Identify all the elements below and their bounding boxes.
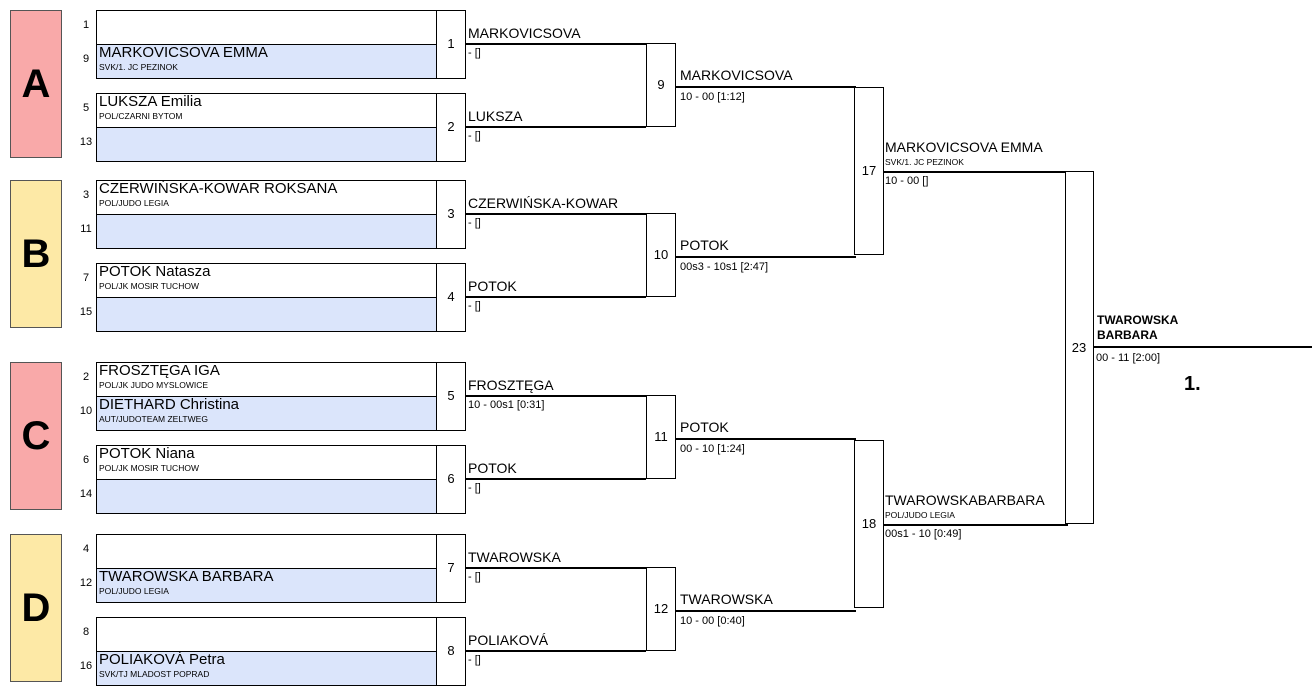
- entry-cell[interactable]: [96, 362, 437, 397]
- champion-name: BARBARA: [1097, 328, 1158, 342]
- bracket-line: [466, 567, 646, 569]
- match-winner: TWAROWSKABARBARA: [885, 492, 1045, 508]
- match-score: 00s3 - 10s1 [2:47]: [680, 261, 769, 273]
- seed-number: 14: [79, 488, 93, 500]
- entry-cell[interactable]: [96, 180, 437, 215]
- match-number: 5: [447, 388, 455, 403]
- athlete-name: POTOK Natasza: [99, 263, 211, 280]
- match-number: 1: [447, 36, 455, 51]
- bracket-line: [676, 610, 856, 612]
- entry-cell[interactable]: [96, 214, 437, 249]
- match-number: 12: [653, 601, 669, 616]
- bracket-line: [676, 86, 856, 88]
- winner-club: POL/JUDO LEGIA: [885, 510, 955, 520]
- match-winner: MARKOVICSOVA: [468, 25, 581, 41]
- bracket-line: [884, 524, 1068, 526]
- seed-number: 6: [82, 454, 90, 466]
- match-winner: POTOK: [468, 460, 517, 476]
- match-winner: MARKOVICSOVA EMMA: [885, 139, 1043, 155]
- seed-number: 7: [82, 272, 90, 284]
- match-score: - []: [468, 130, 481, 142]
- match-score: 10 - 00 [1:12]: [680, 91, 745, 103]
- entry-cell[interactable]: [96, 297, 437, 332]
- match-winner: MARKOVICSOVA: [680, 67, 793, 83]
- placement-label: 1.: [1184, 373, 1201, 395]
- match-number: 11: [654, 429, 668, 444]
- seed-number: 12: [79, 577, 93, 589]
- match-winner: CZERWIŃSKA-KOWAR: [468, 195, 619, 211]
- athlete-club: POL/JK MOSIR TUCHOW: [99, 281, 199, 291]
- athlete-club: POL/JK JUDO MYSLOWICE: [99, 380, 209, 390]
- athlete-club: AUT/JUDOTEAM ZELTWEG: [99, 414, 208, 424]
- match-winner: POLIAKOVÁ: [468, 632, 549, 648]
- bracket-line: [466, 43, 646, 45]
- match-score: - []: [468, 47, 481, 59]
- seed-number: 10: [79, 405, 93, 417]
- entry-cell[interactable]: [96, 534, 437, 569]
- bracket-line: [466, 395, 646, 397]
- match-number: 18: [861, 516, 877, 531]
- seed-number: 11: [80, 223, 92, 235]
- match-score: 10 - 00 [0:40]: [680, 615, 745, 627]
- entry-cell[interactable]: [96, 568, 437, 603]
- athlete-name: MARKOVICSOVA EMMA: [99, 44, 268, 61]
- match-score: 10 - 00s1 [0:31]: [468, 399, 545, 411]
- match-number: 17: [861, 163, 877, 178]
- seed-number: 16: [79, 660, 93, 672]
- athlete-club: POL/CZARNI BYTOM: [99, 111, 183, 121]
- entry-cell[interactable]: [96, 263, 437, 298]
- match-score: 00s1 - 10 [0:49]: [885, 528, 962, 540]
- seed-number: 5: [82, 102, 90, 114]
- athlete-club: POL/JUDO LEGIA: [99, 198, 169, 208]
- entry-cell[interactable]: [96, 10, 437, 45]
- seed-number: 3: [82, 189, 90, 201]
- match-score: - []: [468, 217, 481, 229]
- pool-a: A: [10, 10, 62, 158]
- athlete-name: FROSZTĘGA IGA: [99, 362, 220, 379]
- pool-c: C: [10, 362, 62, 510]
- bracket-line: [676, 438, 856, 440]
- final-score: 00 - 11 [2:00]: [1096, 352, 1161, 364]
- winner-club: SVK/1. JC PEZINOK: [885, 157, 964, 167]
- seed-number: 1: [82, 19, 90, 31]
- athlete-name: TWAROWSKA BARBARA: [99, 568, 274, 585]
- match-number: 10: [653, 247, 669, 262]
- seed-number: 4: [82, 543, 90, 555]
- match-number: 6: [447, 471, 455, 486]
- athlete-name: LUKSZA Emilia: [99, 93, 202, 110]
- entry-cell[interactable]: [96, 445, 437, 480]
- match-number: 2: [447, 119, 455, 134]
- match-number: 8: [447, 643, 455, 658]
- entry-cell[interactable]: [96, 93, 437, 128]
- match-winner: TWAROWSKA: [468, 549, 561, 565]
- entry-cell[interactable]: [96, 617, 437, 652]
- match-score: - []: [468, 482, 481, 494]
- seed-number: 13: [79, 136, 93, 148]
- seed-number: 8: [82, 626, 90, 638]
- athlete-name: DIETHARD Christina: [99, 396, 240, 413]
- entry-cell[interactable]: [96, 479, 437, 514]
- athlete-name: POTOK Niana: [99, 445, 195, 462]
- pool-d: D: [10, 534, 62, 682]
- champion-name: TWAROWSKA: [1097, 313, 1179, 327]
- entry-cell[interactable]: [96, 44, 437, 79]
- bracket-line: [1094, 346, 1312, 348]
- match-number: 9: [657, 77, 665, 92]
- athlete-club: POL/JK MOSIR TUCHOW: [99, 463, 199, 473]
- entry-cell[interactable]: [96, 396, 437, 431]
- match-winner: LUKSZA: [468, 108, 523, 124]
- match-winner: TWAROWSKA: [680, 591, 773, 607]
- match-winner: FROSZTĘGA: [468, 377, 554, 393]
- match-number: 23: [1071, 340, 1087, 355]
- match-score: - []: [468, 571, 481, 583]
- athlete-name: POLIAKOVÁ Petra: [99, 651, 225, 668]
- athlete-name: CZERWIŃSKA-KOWAR ROKSANA: [99, 180, 338, 197]
- athlete-club: POL/JUDO LEGIA: [99, 586, 169, 596]
- entry-cell[interactable]: [96, 127, 437, 162]
- match-number: 3: [447, 206, 455, 221]
- match-winner: POTOK: [680, 419, 729, 435]
- match-score: 00 - 10 [1:24]: [680, 443, 745, 455]
- match-number: 4: [447, 289, 455, 304]
- seed-number: 15: [79, 306, 93, 318]
- match-winner: POTOK: [468, 278, 517, 294]
- match-number: 7: [447, 560, 455, 575]
- athlete-club: SVK/TJ MLADOST POPRAD: [99, 669, 210, 679]
- athlete-club: SVK/1. JC PEZINOK: [99, 62, 178, 72]
- seed-number: 2: [82, 371, 90, 383]
- bracket-line: [466, 478, 646, 480]
- match-winner: POTOK: [680, 237, 729, 253]
- bracket-line: [884, 171, 1068, 173]
- bracket-line: [466, 126, 646, 128]
- match-score: - []: [468, 300, 481, 312]
- pool-b: B: [10, 180, 62, 328]
- seed-number: 9: [82, 53, 90, 65]
- bracket-line: [676, 256, 856, 258]
- match-score: 10 - 00 []: [885, 175, 929, 187]
- entry-cell[interactable]: [96, 651, 437, 686]
- bracket-line: [466, 213, 646, 215]
- match-score: - []: [468, 654, 481, 666]
- bracket-line: [466, 296, 646, 298]
- bracket-line: [466, 650, 646, 652]
